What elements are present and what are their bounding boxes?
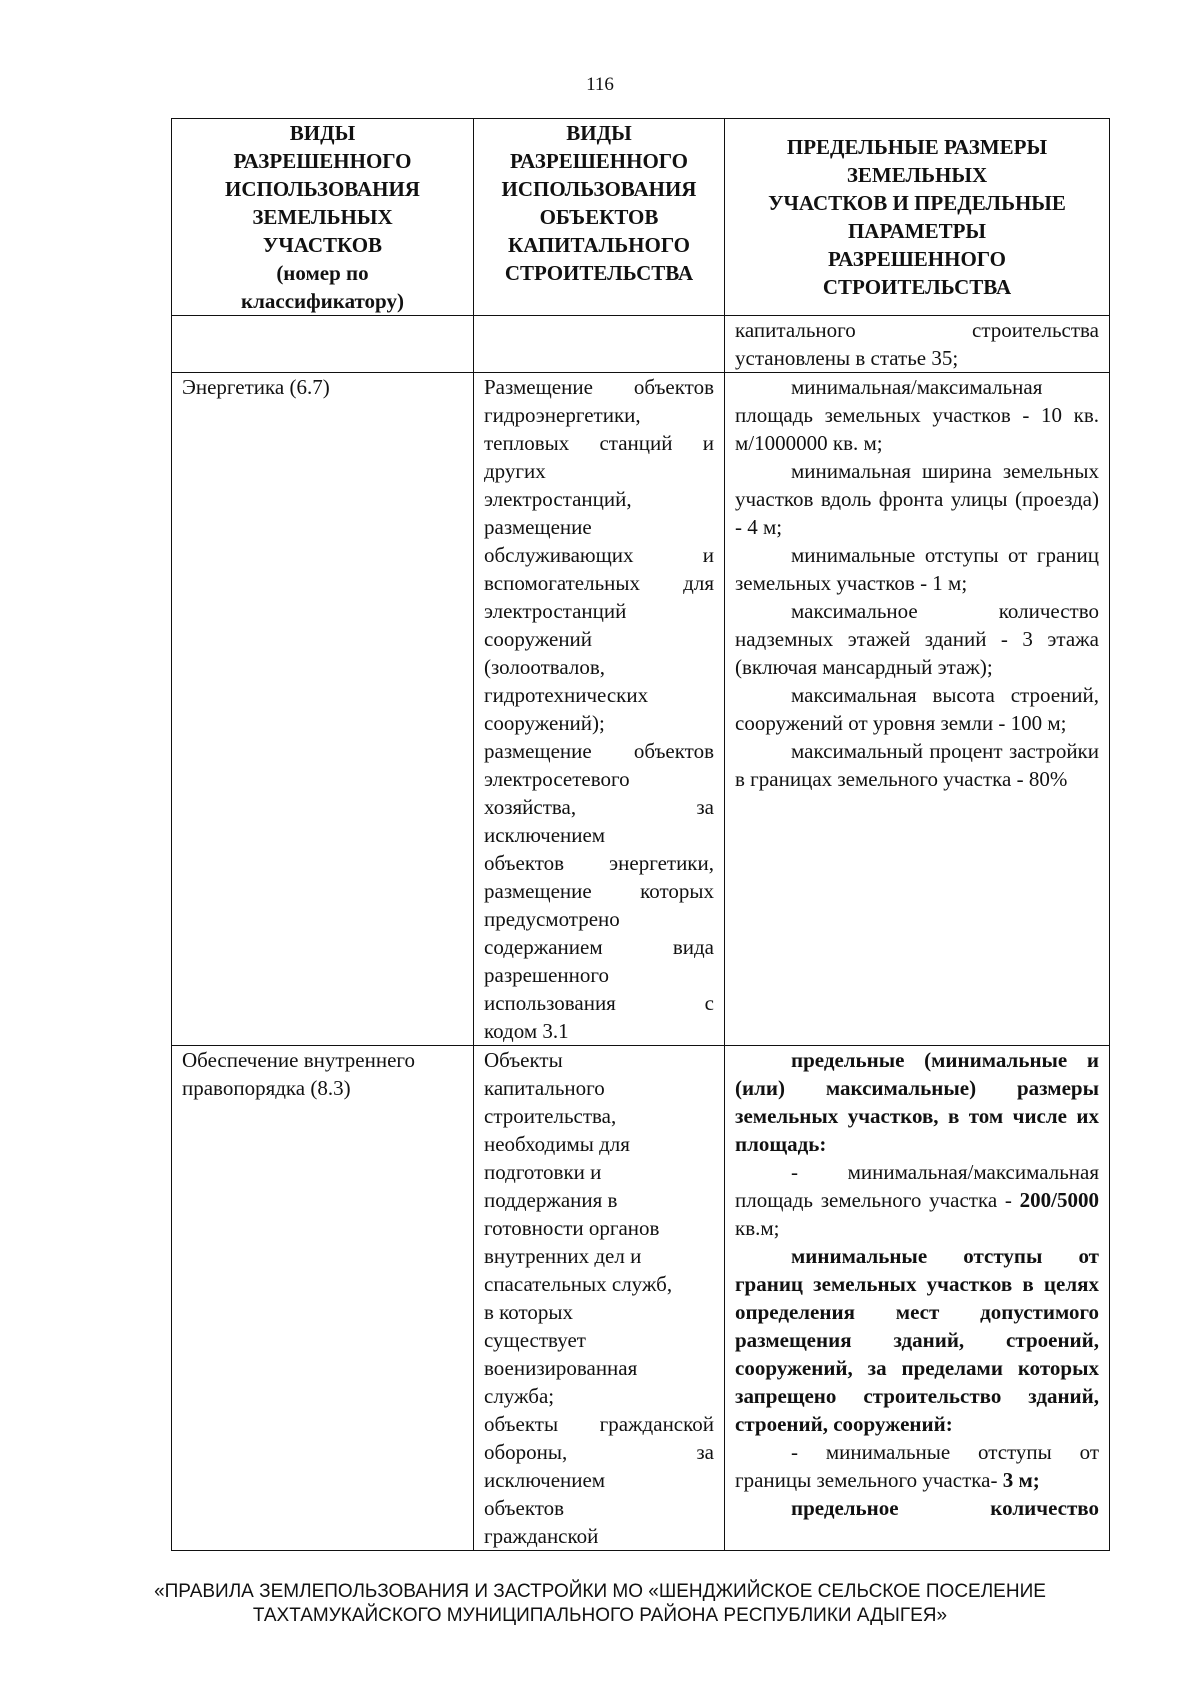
text-line: размещение [484,515,592,539]
text-line: гидротехнических [484,683,649,707]
text-line: готовности органов [484,1216,660,1240]
text-line: разрешенного [484,963,609,987]
header-line: УЧАСТКОВ И ПРЕДЕЛЬНЫЕ [768,191,1066,215]
text-line: в которых [484,1300,574,1324]
cell-empty [172,316,474,373]
header-line: ВИДЫ [289,121,356,145]
cell-construction-internal-order [474,1046,725,1551]
cell-empty [474,316,725,373]
zoning-table [171,118,1110,1551]
text-line: объекты гражданской [484,1412,714,1436]
text-line: сооружений); [484,711,605,735]
text-line: капитального [484,1076,605,1100]
text-line: исключением [484,823,606,847]
page-number: 116 [586,74,614,95]
text-line: сооружений [484,627,593,651]
header-line: РАЗРЕШЕННОГО [828,247,1006,271]
text-line: содержанием вида [484,935,714,959]
param-unit: кв.м; [735,1216,780,1240]
param-paragraph: минимальные отступы от границ земельных участков в целях определения мест допустимого размещения зданий, строений, сооружений, за пределами которых запрещено строительство зданий, строений, сооружений: [735,1244,1099,1436]
param-text: - минимальная/максимальная площадь земельного участка - [735,1160,1099,1212]
param-paragraph: максимальная высота строений, сооружений от уровня земли - 100 м; [735,683,1099,735]
text-line: других [484,459,546,483]
text-line: служба; [484,1384,555,1408]
param-text: - минимальные отступы от границы земельного участка- [735,1440,1099,1492]
cell-construction-energy [474,373,725,1046]
text-line: строительства, [484,1104,617,1128]
param-paragraph: предельные (минимальные и (или) максимальные) размеры земельных участков, в том числе их площадь: [735,1048,1099,1156]
param-value: 3 м; [1002,1468,1040,1492]
text-line: спасательных служб, [484,1272,673,1296]
cell-parameters-internal-order [725,1046,1110,1551]
text-line: военизированная [484,1356,638,1380]
text-line: гражданской [484,1524,599,1548]
text-line: Объекты [484,1048,563,1072]
text-line: размещение которых [484,879,714,903]
text-line: обороны, за [484,1440,714,1464]
header-line: ИСПОЛЬЗОВАНИЯ [501,177,697,201]
header-line: ВИДЫ [566,121,632,145]
text-line: тепловых станций и [484,431,714,455]
header-line: ЗЕМЕЛЬНЫХ [252,205,393,229]
param-paragraph [735,1438,1099,1494]
header-line: УЧАСТКОВ [262,233,383,257]
param-paragraph: максимальный процент застройки в границах земельного участка - 80% [735,739,1099,791]
text-line: объектов [484,1496,565,1520]
page-footer [0,1580,1200,1628]
header-line: ЗЕМЕЛЬНЫХ [846,163,988,187]
table-row-internal-order [172,1046,1110,1551]
text-line: поддержания в [484,1188,618,1212]
text-line: электросетевого [484,767,630,791]
text-line: Размещение объектов [484,375,714,399]
table-header-row [172,119,1110,316]
text-line: исключением [484,1468,606,1492]
text-line: вспомогательных для [484,571,714,595]
footer-line: ТАХТАМУКАЙСКОГО МУНИЦИПАЛЬНОГО РАЙОНА РЕСПУБЛИКИ АДЫГЕЯ» [252,1605,948,1626]
text-line: внутренних дел и [484,1244,642,1268]
cell-land-use-internal-order: Обеспечение внутреннего правопорядка (8.3) [172,1046,474,1551]
table-row-continuation [172,316,1110,373]
text-line: гидроэнергетики, [484,403,641,427]
param-paragraph: минимальные отступы от границ земельных участков - 1 м; [735,543,1099,595]
header-line: ОБЪЕКТОВ [539,205,659,229]
text-line: электростанций [484,599,627,623]
header-line: СТРОИТЕЛЬСТВА [504,261,694,285]
header-line: СТРОИТЕЛЬСТВА [822,275,1012,299]
param-paragraph: предельное количество [791,1496,1099,1520]
header-line: (номер по [276,261,369,285]
header-line: РАЗРЕШЕННОГО [233,149,412,173]
header-limit-parameters [725,119,1110,316]
param-paragraph: минимальная ширина земельных участков вдоль фронта улицы (проезда) - 4 м; [735,459,1099,539]
text-line: хозяйства, за [484,795,714,819]
header-line: КАПИТАЛЬНОГО [507,233,691,257]
text-line: использования с [484,991,714,1015]
text-line: объектов энергетики, [484,851,714,875]
text-line: предусмотрено [484,907,620,931]
text-line: электростанций, [484,487,632,511]
footer-line: «ПРАВИЛА ЗЕМЛЕПОЛЬЗОВАНИЯ И ЗАСТРОЙКИ МО «ШЕНДЖИЙСКОЕ СЕЛЬСКОЕ ПОСЕЛЕНИЕ [154,1581,1046,1602]
header-line: классификатору) [241,289,404,313]
cell-land-use-energy: Энергетика (6.7) [172,373,474,1046]
text-line: (золоотвалов, [484,655,606,679]
header-line: ИСПОЛЬЗОВАНИЯ [225,177,420,201]
text-line: существует [484,1328,586,1352]
header-construction-use-types [474,119,725,316]
cell-parameters-energy [725,373,1110,1046]
text-line: размещение объектов [484,739,714,763]
param-paragraph: максимальное количество надземных этажей зданий - 3 этажа (включая мансардный этаж); [735,599,1099,679]
header-land-use-types [172,119,474,316]
text-line: кодом 3.1 [484,1019,569,1043]
header-line: ПРЕДЕЛЬНЫЕ РАЗМЕРЫ [786,135,1048,159]
param-paragraph: минимальная/максимальная площадь земельных участков - 10 кв. м/1000000 кв. м; [735,375,1099,455]
table-row-energy [172,373,1110,1046]
cell-continuation-text: капитального строительства установлены в статье 35; [725,316,1110,373]
param-value: 200/5000 [1019,1188,1099,1212]
header-line: РАЗРЕШЕННОГО [510,149,688,173]
text-line: обслуживающих и [484,543,714,567]
text-line: необходимы для [484,1132,630,1156]
text-line: подготовки и [484,1160,602,1184]
param-paragraph [735,1158,1099,1242]
header-line: ПАРАМЕТРЫ [847,219,987,243]
